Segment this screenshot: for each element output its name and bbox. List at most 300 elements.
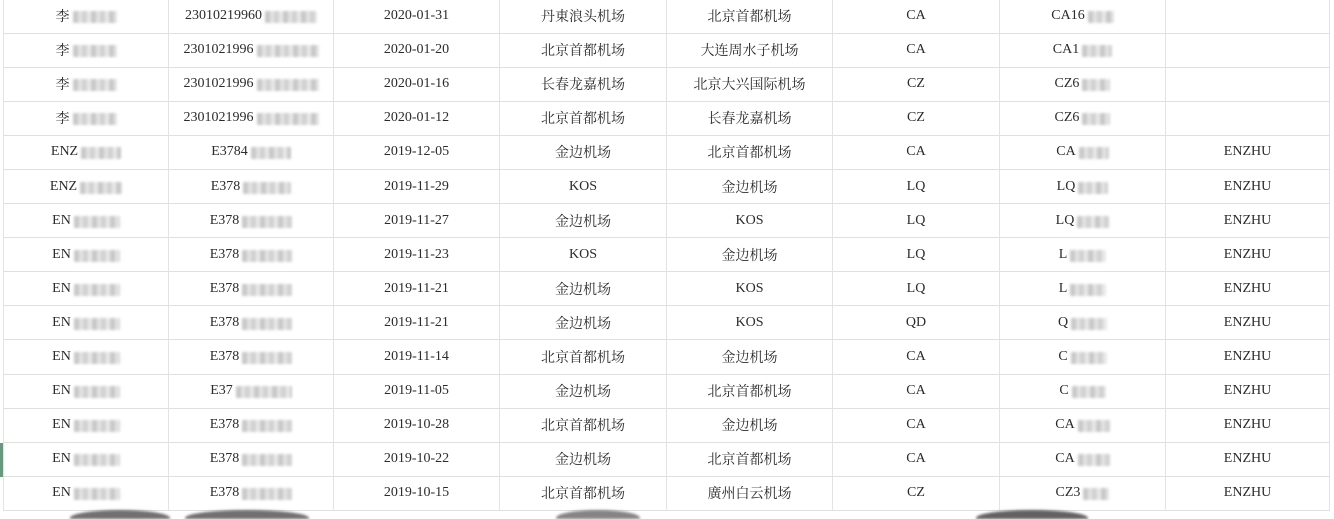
cell-airline-code[interactable] (833, 204, 1000, 237)
redacted-smudge (185, 510, 309, 519)
arrival-airport-text: 北京首都机场 (707, 453, 792, 469)
cell-departure-airport[interactable] (500, 375, 667, 408)
redaction-blur (242, 420, 292, 432)
redaction-blur (1078, 454, 1110, 466)
redacted-smudge (70, 510, 170, 519)
cell-airline-code[interactable] (833, 409, 1000, 442)
cell-airline-code[interactable] (833, 477, 1000, 510)
remark-text: ENZHU (1223, 280, 1272, 296)
cell-flight-date[interactable] (334, 238, 500, 271)
cell-remark[interactable] (1166, 34, 1330, 67)
cell-flight-date[interactable] (334, 68, 500, 101)
departure-airport-text: 丹東浪头机场 (541, 10, 625, 26)
passenger-name-text: 李 (55, 78, 70, 94)
id-number-text: E3784 (211, 144, 248, 160)
flight-date-text: 2020-01-12 (383, 110, 450, 126)
departure-airport-text: 北京首都机场 (541, 350, 625, 366)
cell-flight-date[interactable] (334, 102, 500, 135)
cell-flight-number[interactable] (1000, 136, 1166, 169)
redaction-blur (242, 284, 292, 296)
cell-id-number[interactable] (169, 136, 334, 169)
airline-code-text: QD (905, 314, 927, 330)
redaction-blur (73, 45, 117, 57)
cell-flight-date[interactable] (334, 340, 500, 373)
id-number-text: E378 (209, 246, 240, 262)
redaction-blur (1078, 420, 1110, 432)
passenger-name-text: EN (52, 383, 71, 399)
cell-flight-number[interactable] (1000, 477, 1166, 510)
remark-text: ENZHU (1223, 383, 1272, 399)
airline-code-text: CZ (907, 110, 925, 126)
cell-airline-code[interactable] (833, 0, 1000, 33)
arrival-airport-text: 北京首都机场 (707, 10, 792, 26)
cell-remark[interactable] (1166, 238, 1330, 271)
cell-departure-airport[interactable] (500, 136, 667, 169)
flight-number-text: CZ6 (1054, 76, 1080, 92)
table-row (3, 68, 1330, 102)
table-row (3, 375, 1330, 409)
departure-airport-text: 北京首都机场 (541, 487, 625, 503)
cell-passenger-name[interactable] (3, 477, 169, 510)
cell-arrival-airport[interactable] (667, 204, 833, 237)
cell-remark[interactable] (1166, 102, 1330, 135)
cell-remark[interactable] (1166, 136, 1330, 169)
departure-airport-text: 金边机场 (555, 214, 611, 230)
redaction-blur (1083, 488, 1109, 500)
cell-id-number[interactable] (169, 0, 334, 33)
cell-flight-number[interactable] (1000, 409, 1166, 442)
cell-id-number[interactable] (169, 477, 334, 510)
arrival-airport-text: 金边机场 (721, 350, 778, 366)
redaction-blur (74, 352, 120, 364)
cell-flight-date[interactable] (334, 409, 500, 442)
redaction-blur (1082, 79, 1110, 91)
cell-passenger-name[interactable] (3, 170, 169, 203)
id-number-text: 2301021996 (183, 42, 254, 58)
cell-arrival-airport[interactable] (667, 340, 833, 373)
redaction-blur (74, 318, 120, 330)
cell-passenger-name[interactable] (3, 375, 169, 408)
cell-flight-number[interactable] (1000, 204, 1166, 237)
flight-date-text: 2019-11-27 (384, 212, 449, 228)
cell-id-number[interactable] (169, 34, 334, 67)
arrival-airport-text: 廣州白云机场 (707, 487, 792, 503)
cell-passenger-name[interactable] (3, 68, 169, 101)
passenger-name-text: 李 (55, 112, 70, 128)
cell-remark[interactable] (1166, 409, 1330, 442)
redaction-blur (74, 216, 120, 228)
flight-number-text: Q (1057, 314, 1069, 330)
cell-arrival-airport[interactable] (667, 409, 833, 442)
cell-departure-airport[interactable] (500, 68, 667, 101)
remark-text: ENZHU (1223, 451, 1272, 467)
flight-date-text: 2020-01-20 (383, 42, 450, 58)
passenger-name-text: ENZ (49, 178, 78, 194)
departure-airport-text: 北京首都机场 (541, 112, 625, 128)
cell-flight-date[interactable] (334, 443, 500, 476)
cell-remark[interactable] (1166, 375, 1330, 408)
redaction-blur (81, 147, 121, 159)
cell-arrival-airport[interactable] (667, 306, 833, 339)
cell-flight-date[interactable] (334, 477, 500, 510)
id-number-text: 2301021996 (183, 76, 254, 92)
cell-flight-date[interactable] (334, 272, 500, 305)
table-row (3, 136, 1330, 170)
redaction-blur (251, 147, 291, 159)
cell-remark[interactable] (1166, 340, 1330, 373)
table-row (3, 238, 1330, 272)
cell-flight-number[interactable] (1000, 68, 1166, 101)
cell-passenger-name[interactable] (3, 443, 169, 476)
cell-airline-code[interactable] (833, 68, 1000, 101)
cell-flight-date[interactable] (334, 170, 500, 203)
cell-airline-code[interactable] (833, 170, 1000, 203)
cell-airline-code[interactable] (833, 306, 1000, 339)
table-row (3, 306, 1330, 340)
airline-code-text: LQ (906, 280, 926, 296)
arrival-airport-text: 北京首都机场 (707, 385, 792, 401)
cell-passenger-name[interactable] (3, 409, 169, 442)
cell-departure-airport[interactable] (500, 477, 667, 510)
departure-airport-text: 金边机场 (555, 385, 611, 401)
redaction-blur (1088, 11, 1114, 23)
cell-flight-number[interactable] (1000, 170, 1166, 203)
cell-departure-airport[interactable] (500, 409, 667, 442)
arrival-airport-text: 金边机场 (721, 248, 778, 264)
cell-id-number[interactable] (169, 272, 334, 305)
redaction-blur (1072, 386, 1106, 398)
cell-arrival-airport[interactable] (667, 272, 833, 305)
arrival-airport-text: 金边机场 (721, 180, 778, 196)
departure-airport-text: 金边机场 (555, 316, 611, 332)
cell-arrival-airport[interactable] (667, 34, 833, 67)
cell-flight-number[interactable] (1000, 375, 1166, 408)
arrival-airport-text: 北京大兴国际机场 (693, 78, 806, 94)
flight-date-text: 2019-10-28 (383, 417, 450, 433)
redaction-blur (74, 250, 120, 262)
arrival-airport-text: KOS (735, 280, 764, 296)
redaction-blur (1077, 216, 1109, 228)
cell-departure-airport[interactable] (500, 443, 667, 476)
redaction-blur (1079, 147, 1109, 159)
id-number-text: 23010219960 (185, 8, 262, 24)
flight-number-text: CA16 (1051, 8, 1085, 24)
flight-date-text: 2019-11-23 (384, 246, 449, 262)
cell-flight-number[interactable] (1000, 272, 1166, 305)
cell-passenger-name[interactable] (3, 136, 169, 169)
cell-departure-airport[interactable] (500, 340, 667, 373)
cell-airline-code[interactable] (833, 443, 1000, 476)
passenger-name-text: EN (52, 485, 71, 501)
cell-airline-code[interactable] (833, 102, 1000, 135)
arrival-airport-text: KOS (735, 212, 764, 228)
remark-text: ENZHU (1223, 485, 1272, 501)
passenger-name-text: EN (52, 348, 71, 364)
flight-date-text: 2019-12-05 (383, 144, 450, 160)
flight-date-text: 2020-01-16 (383, 76, 450, 92)
redaction-blur (257, 79, 319, 91)
passenger-name-text: EN (52, 417, 71, 433)
arrival-airport-text: 长春龙嘉机场 (707, 112, 792, 128)
cell-passenger-name[interactable] (3, 238, 169, 271)
arrival-airport-text: 大连周水子机场 (700, 44, 799, 60)
flight-date-text: 2019-11-21 (384, 314, 449, 330)
table-row (3, 102, 1330, 136)
cell-arrival-airport[interactable] (667, 102, 833, 135)
table-row (3, 34, 1330, 68)
redaction-blur (74, 420, 120, 432)
cell-arrival-airport[interactable] (667, 238, 833, 271)
departure-airport-text: KOS (568, 178, 597, 194)
id-number-text: 2301021996 (183, 110, 254, 126)
cell-flight-date[interactable] (334, 34, 500, 67)
cell-departure-airport[interactable] (500, 102, 667, 135)
flight-date-text: 2019-11-29 (384, 178, 449, 194)
airline-code-text: LQ (906, 246, 926, 262)
cell-flight-number[interactable] (1000, 0, 1166, 33)
cell-flight-date[interactable] (334, 0, 500, 33)
cell-flight-date[interactable] (334, 375, 500, 408)
flight-number-text: CA (1055, 417, 1075, 433)
redaction-blur (1082, 113, 1110, 125)
cell-flight-number[interactable] (1000, 238, 1166, 271)
table-row (3, 443, 1330, 477)
id-number-text: E378 (209, 417, 240, 433)
redaction-blur (74, 454, 120, 466)
cell-remark[interactable] (1166, 0, 1330, 33)
airline-code-text: CA (906, 42, 926, 58)
redaction-blur (1078, 182, 1108, 194)
cell-airline-code[interactable] (833, 375, 1000, 408)
table-row (3, 204, 1330, 238)
cell-flight-number[interactable] (1000, 340, 1166, 373)
airline-code-text: LQ (906, 178, 926, 194)
remark-text: ENZHU (1223, 144, 1272, 160)
flight-date-text: 2019-10-15 (383, 485, 450, 501)
flight-number-text: CZ6 (1054, 110, 1080, 126)
id-number-text: E378 (209, 314, 240, 330)
redaction-blur (257, 45, 319, 57)
cell-remark[interactable] (1166, 477, 1330, 510)
flight-number-text: LQ (1055, 212, 1075, 228)
table-row (3, 340, 1330, 374)
flight-date-text: 2019-11-21 (384, 280, 449, 296)
airline-code-text: CA (906, 417, 926, 433)
airline-code-text: CZ (907, 485, 925, 501)
redaction-blur (80, 182, 122, 194)
cell-departure-airport[interactable] (500, 0, 667, 33)
table-row (3, 272, 1330, 306)
passenger-name-text: ENZ (50, 144, 79, 160)
table-row (3, 170, 1330, 204)
flight-number-text: CA (1056, 144, 1076, 160)
passenger-name-text: 李 (55, 10, 70, 26)
cell-arrival-airport[interactable] (667, 375, 833, 408)
redaction-blur (242, 352, 292, 364)
cell-departure-airport[interactable] (500, 204, 667, 237)
redaction-blur (242, 318, 292, 330)
cell-arrival-airport[interactable] (667, 443, 833, 476)
redaction-blur (1070, 250, 1106, 262)
arrival-airport-text: KOS (735, 314, 764, 330)
redaction-blur (242, 454, 292, 466)
redaction-blur (243, 182, 291, 194)
cell-remark[interactable] (1166, 443, 1330, 476)
id-number-text: E378 (209, 212, 240, 228)
remark-text: ENZHU (1223, 246, 1272, 262)
cell-id-number[interactable] (169, 306, 334, 339)
redaction-blur (74, 386, 120, 398)
flight-number-text: C (1058, 348, 1068, 364)
remark-text: ENZHU (1223, 212, 1272, 228)
table-row (3, 409, 1330, 443)
cell-arrival-airport[interactable] (667, 68, 833, 101)
cell-flight-number[interactable] (1000, 34, 1166, 67)
airline-code-text: LQ (906, 212, 926, 228)
flight-number-text: CA (1055, 451, 1075, 467)
row-green-marker (0, 443, 3, 477)
passenger-name-text: EN (52, 246, 71, 262)
cell-departure-airport[interactable] (500, 238, 667, 271)
id-number-text: E378 (209, 348, 240, 364)
cell-id-number[interactable] (169, 102, 334, 135)
flight-number-text: LQ (1056, 178, 1076, 194)
cell-id-number[interactable] (169, 340, 334, 373)
cell-remark[interactable] (1166, 68, 1330, 101)
redaction-blur (265, 11, 317, 23)
table-row (3, 477, 1330, 511)
cell-remark[interactable] (1166, 170, 1330, 203)
redaction-blur (1071, 352, 1107, 364)
redaction-blur (73, 113, 117, 125)
id-number-text: E378 (210, 178, 241, 194)
flight-date-text: 2020-01-31 (383, 8, 450, 24)
flight-number-text: L (1058, 246, 1068, 262)
cell-passenger-name[interactable] (3, 0, 169, 33)
passenger-name-text: EN (52, 212, 71, 228)
cell-passenger-name[interactable] (3, 340, 169, 373)
cell-passenger-name[interactable] (3, 306, 169, 339)
remark-text: ENZHU (1223, 348, 1272, 364)
departure-airport-text: 金边机场 (555, 146, 611, 162)
arrival-airport-text: 北京首都机场 (707, 146, 792, 162)
cell-passenger-name[interactable] (3, 272, 169, 305)
airline-code-text: CA (906, 144, 926, 160)
redaction-blur (242, 250, 292, 262)
departure-airport-text: KOS (568, 246, 597, 262)
cell-id-number[interactable] (169, 375, 334, 408)
cell-id-number[interactable] (169, 68, 334, 101)
cell-arrival-airport[interactable] (667, 477, 833, 510)
cell-flight-number[interactable] (1000, 102, 1166, 135)
cell-remark[interactable] (1166, 272, 1330, 305)
cell-id-number[interactable] (169, 238, 334, 271)
cell-arrival-airport[interactable] (667, 136, 833, 169)
redacted-smudge (556, 510, 640, 519)
cell-id-number[interactable] (169, 443, 334, 476)
flight-date-text: 2019-11-05 (384, 383, 449, 399)
cell-remark[interactable] (1166, 204, 1330, 237)
cell-flight-date[interactable] (334, 204, 500, 237)
redaction-blur (1071, 318, 1107, 330)
redaction-blur (73, 79, 117, 91)
airline-code-text: CZ (907, 76, 925, 92)
airline-code-text: CA (906, 383, 926, 399)
cell-flight-number[interactable] (1000, 306, 1166, 339)
id-number-text: E378 (209, 280, 240, 296)
cell-passenger-name[interactable] (3, 204, 169, 237)
cell-departure-airport[interactable] (500, 272, 667, 305)
cell-passenger-name[interactable] (3, 34, 169, 67)
cell-arrival-airport[interactable] (667, 170, 833, 203)
departure-airport-text: 金边机场 (555, 282, 611, 298)
airline-code-text: CA (906, 348, 926, 364)
id-number-text: E378 (209, 451, 240, 467)
cell-departure-airport[interactable] (500, 170, 667, 203)
cell-passenger-name[interactable] (3, 102, 169, 135)
airline-code-text: CA (906, 451, 926, 467)
departure-airport-text: 长春龙嘉机场 (541, 78, 625, 94)
cell-departure-airport[interactable] (500, 306, 667, 339)
cell-flight-date[interactable] (334, 136, 500, 169)
flight-date-text: 2019-10-22 (383, 451, 450, 467)
cell-airline-code[interactable] (833, 340, 1000, 373)
redaction-blur (74, 284, 120, 296)
remark-text: ENZHU (1223, 314, 1272, 330)
flight-number-text: L (1058, 280, 1068, 296)
redacted-smudge (976, 510, 1088, 519)
departure-airport-text: 北京首都机场 (541, 419, 625, 435)
cell-airline-code[interactable] (833, 238, 1000, 271)
cell-id-number[interactable] (169, 170, 334, 203)
flight-number-text: CZ3 (1055, 485, 1081, 501)
remark-text: ENZHU (1223, 178, 1272, 194)
cell-flight-date[interactable] (334, 306, 500, 339)
passenger-name-text: EN (52, 280, 71, 296)
passenger-name-text: 李 (55, 44, 70, 60)
remark-text: ENZHU (1223, 417, 1272, 433)
cell-arrival-airport[interactable] (667, 0, 833, 33)
passenger-name-text: EN (52, 451, 71, 467)
table-row (3, 0, 1330, 34)
cell-flight-number[interactable] (1000, 443, 1166, 476)
id-number-text: E37 (210, 383, 233, 399)
id-number-text: E378 (209, 485, 240, 501)
redaction-blur (74, 488, 120, 500)
cell-departure-airport[interactable] (500, 34, 667, 67)
flight-number-text: C (1059, 383, 1069, 399)
cell-airline-code[interactable] (833, 136, 1000, 169)
cell-airline-code[interactable] (833, 272, 1000, 305)
redaction-blur (242, 216, 292, 228)
redaction-blur (1070, 284, 1106, 296)
cell-id-number[interactable] (169, 409, 334, 442)
airline-code-text: CA (906, 8, 926, 24)
departure-airport-text: 北京首都机场 (541, 44, 625, 60)
redaction-blur (73, 11, 117, 23)
departure-airport-text: 金边机场 (555, 453, 611, 469)
flight-number-text: CA1 (1052, 42, 1080, 58)
redaction-blur (236, 386, 292, 398)
flight-date-text: 2019-11-14 (384, 348, 449, 364)
cell-airline-code[interactable] (833, 34, 1000, 67)
cell-id-number[interactable] (169, 204, 334, 237)
redaction-blur (1082, 45, 1112, 57)
arrival-airport-text: 金边机场 (721, 419, 778, 435)
cell-remark[interactable] (1166, 306, 1330, 339)
redaction-blur (242, 488, 292, 500)
redaction-blur (257, 113, 319, 125)
